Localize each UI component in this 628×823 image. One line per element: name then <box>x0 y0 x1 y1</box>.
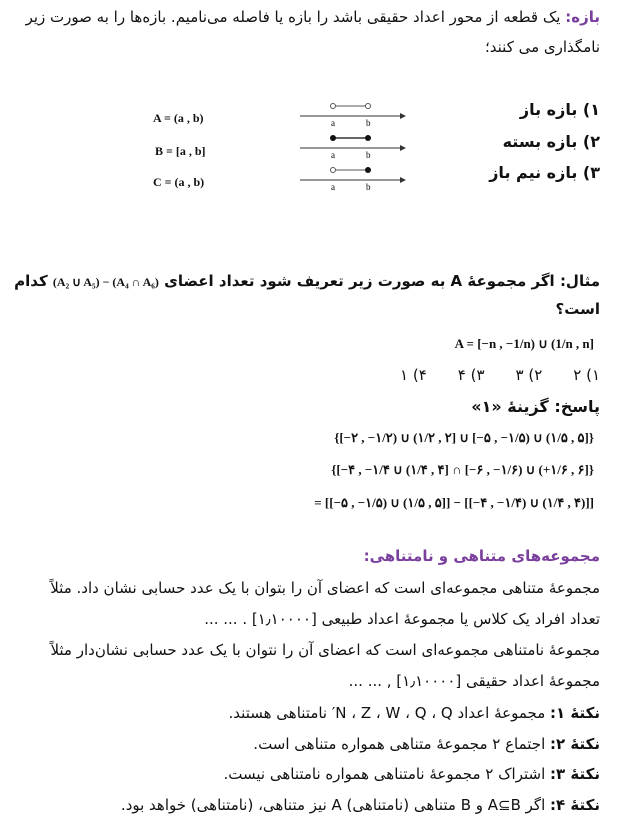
number-line-diagrams <box>295 98 410 198</box>
svg-text:b: b <box>366 118 371 128</box>
interval-halfopen-name: ۳) بازه نیم باز <box>489 163 600 182</box>
example-line-2: است؟ <box>555 300 600 318</box>
example-text-end: کدام <box>14 272 48 290</box>
svg-text:a: a <box>331 182 335 192</box>
paragraph-line: مجموعهٔ اعداد حقیقی [۱٫۱۰۰۰۰] , ... ... <box>348 672 600 690</box>
number-line-halfopen <box>300 167 405 192</box>
note-4 <box>28 796 600 814</box>
svg-text:a: a <box>331 150 335 160</box>
note-2 <box>28 735 600 753</box>
answer-label: پاسخ: <box>554 397 600 416</box>
paragraph-line: مجموعهٔ متناهی مجموعه‌ای است که اعضای آن را بتوان با یک عدد حسابی نشان داد. مثلاً <box>50 579 600 597</box>
solution-step-2: {[−۴ , −۱/۴ ∪ (۱/۴ , ۴] ∩ [−۶ , −۱/۶) ∪ (+۱/۶ , ۶]} <box>331 462 594 477</box>
paragraph-line: مجموعهٔ نامتناهی مجموعه‌ای است که اعضای آن را نتوان با یک عدد حسابی نشان‌دار مثلاً <box>50 641 600 659</box>
answer-line <box>28 397 600 416</box>
note-text: اگر A⊆B و B متناهی (نامتناهی) A نیز متناهی، (نامتناهی) خواهد بود. <box>120 796 546 814</box>
note-1 <box>28 704 600 722</box>
number-line-open <box>300 104 405 129</box>
note-label: نکتهٔ ۱: <box>550 704 600 722</box>
example-line-1 <box>14 272 600 290</box>
note-3 <box>28 765 600 783</box>
option-2[interactable]: ۲) ۳ <box>515 366 543 384</box>
example-options <box>400 366 600 384</box>
example-expression: (A₂ ∪ A₅) − (A₄ ∩ A₆) <box>52 275 159 289</box>
paragraph-line: تعداد افراد یک کلاس یا مجموعهٔ اعداد طبیعی [۱٫۱۰۰۰۰] . ... ... <box>204 610 600 628</box>
section-heading: مجموعه‌های متناهی و نامتناهی: <box>363 547 600 565</box>
interval-closed-name: ۲) بازه بسته <box>502 132 600 151</box>
interval-halfopen-formula: C = (a , b) <box>153 175 205 189</box>
option-3[interactable]: ۳) ۴ <box>457 366 485 384</box>
svg-text:b: b <box>366 182 371 192</box>
note-text: اجتماع ۲ مجموعهٔ متناهی همواره متناهی است. <box>253 735 546 753</box>
example-label: مثال: <box>559 272 600 290</box>
note-label: نکتهٔ ۳: <box>550 765 600 783</box>
intro-term: بازه: <box>565 8 600 26</box>
solution-step-1: {[−۲ , −۱/۲) ∪ (۱/۲ , ۲] ∪ [−۵ , −۱/۵) ∪ (۱/۵ , ۵]} <box>334 430 594 445</box>
number-line-closed <box>300 135 405 160</box>
example-formula: A = [−n , −1/n) ∪ (1/n , n] <box>454 336 594 351</box>
note-label: نکتهٔ ۲: <box>550 735 600 753</box>
intro-text: یک قطعه از محور اعداد حقیقی باشد را بازه یا فاصله می‌نامیم. بازه‌ها را به صورت زیر <box>25 8 561 26</box>
option-1[interactable]: ۱) ۲ <box>573 366 600 384</box>
note-label: نکتهٔ ۴: <box>550 796 600 814</box>
option-4[interactable]: ۴) ۱ <box>400 366 427 384</box>
interval-open-name: ۱) بازه باز <box>519 100 600 119</box>
svg-text:b: b <box>366 150 371 160</box>
svg-text:a: a <box>331 118 335 128</box>
example-text: اگر مجموعهٔ A به صورت زیر تعریف شود تعداد اعضای <box>164 272 555 290</box>
answer-text: گزینهٔ «۱» <box>471 397 549 416</box>
note-text: مجموعهٔ اعداد N ، Z ، W ، Q ، Q′ نامتناهی هستند. <box>228 704 546 722</box>
intro-line-2: نامگذاری می کنند؛ <box>485 38 600 56</box>
interval-closed-formula: B = [a , b] <box>155 144 206 158</box>
interval-open-formula: A = (a , b) <box>153 111 204 125</box>
solution-step-3: = [[−۵ , −۱/۵) ∪ (۱/۵ , ۵]] − [[−۴ , −۱/۴) ∪ (۱/۴ , ۴)]] <box>314 495 594 510</box>
note-text: اشتراک ۲ مجموعهٔ نامتناهی همواره نامتناهی نیست. <box>223 765 546 783</box>
intro-line-1 <box>25 8 600 26</box>
